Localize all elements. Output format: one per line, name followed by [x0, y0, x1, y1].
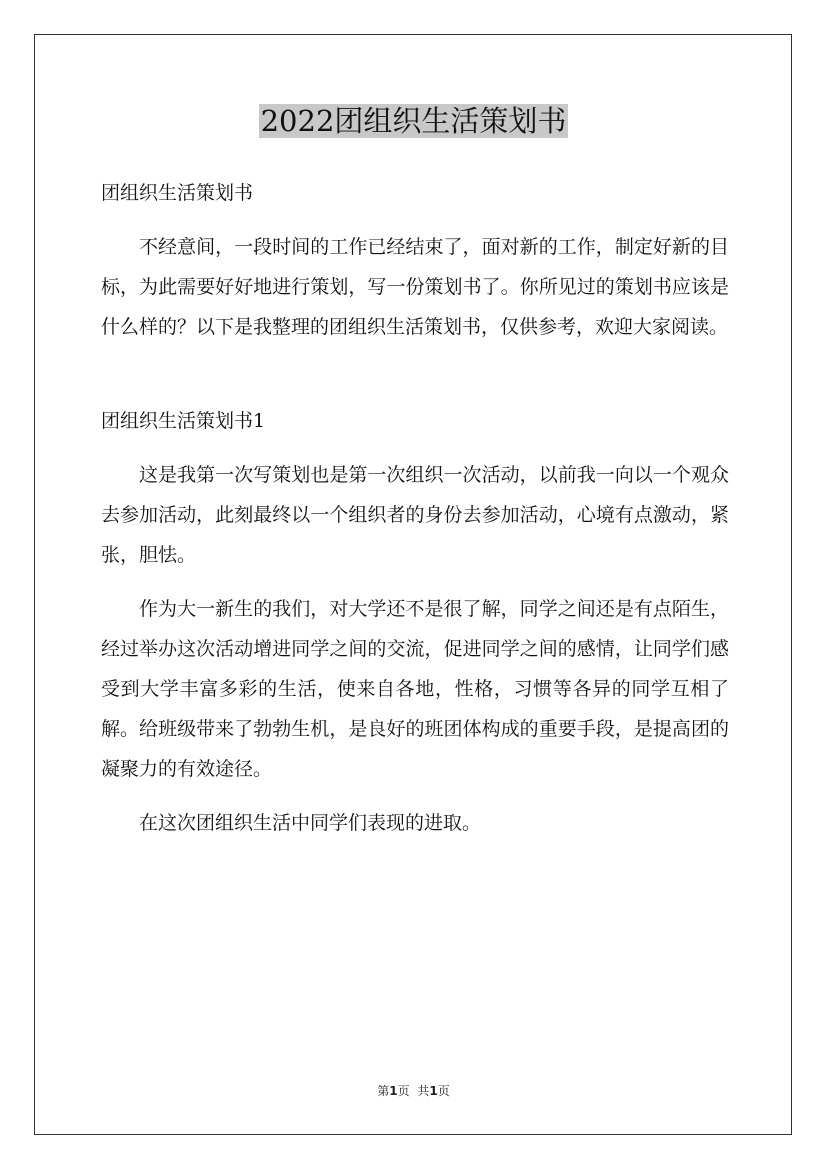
- footer-total-suffix: 页: [437, 1084, 450, 1098]
- section1-paragraph-3: 在这次团组织生活中同学们表现的进取。: [139, 812, 482, 834]
- section1-paragraph-1: 这是我第一次写策划也是第一次组织一次活动，以前我一向以一个观众去参加活动，此刻最终以一个组织者的身份去参加活动，心境有点激动，紧张，胆怯。: [101, 464, 729, 566]
- section1-heading: 团组织生活策划书1: [101, 410, 266, 432]
- intro-heading: 团组织生活策划书: [101, 182, 254, 204]
- document-title: [0, 101, 827, 141]
- intro-paragraph: 不经意间，一段时间的工作已经结束了，面对新的工作，制定好新的目标，为此需要好好地进行策划，写一份策划书了。你所见过的策划书应该是什么样的？以下是我整理的团组织生活策划书，仅供参考，欢迎大家阅读。: [101, 236, 729, 338]
- page-footer: [0, 1082, 827, 1099]
- spacer: [101, 347, 729, 401]
- document-title-text: 2022团组织生活策划书: [260, 104, 567, 138]
- spacer: [101, 213, 729, 227]
- spacer: [101, 575, 729, 589]
- footer-total-number: 1: [429, 1084, 438, 1098]
- footer-total-prefix: 共: [417, 1084, 430, 1098]
- spacer: [101, 789, 729, 803]
- footer-page-prefix: 第: [377, 1084, 390, 1098]
- spacer: [101, 441, 729, 455]
- section1-paragraph-2: 作为大一新生的我们，对大学还不是很了解，同学之间还是有点陌生，经过举办这次活动增进同学之间的交流，促进同学之间的感情，让同学们感受到大学丰富多彩的生活，使来自各地，性格，习惯等各异的同学互相了解。给班级带来了勃勃生机，是良好的班团体构成的重要手段，是提高团的凝聚力的有效途径。: [101, 598, 729, 780]
- footer-page-number: 1: [389, 1084, 398, 1098]
- footer-page-suffix: 页: [397, 1084, 410, 1098]
- document-body: [101, 173, 729, 843]
